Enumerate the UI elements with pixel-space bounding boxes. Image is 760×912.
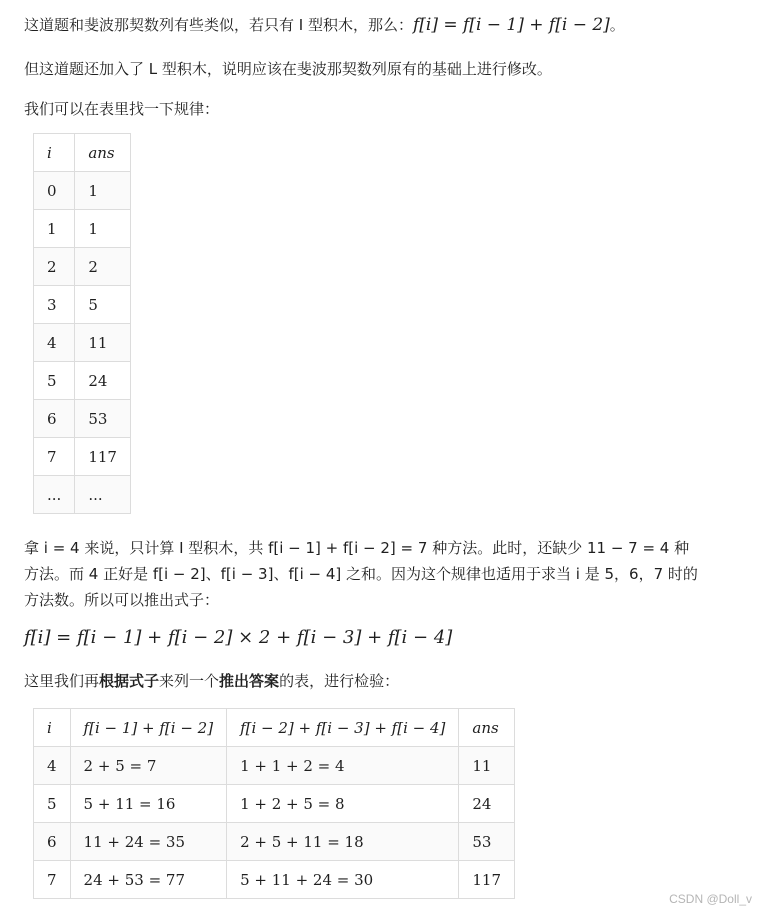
rule-table-header-row (34, 134, 131, 172)
rule-table-cell: 1 (75, 210, 131, 248)
check-table-row (34, 785, 515, 823)
fib-formula: f[i] = f[i − 1] + f[i − 2] (412, 15, 610, 35)
rule-table-row (34, 210, 131, 248)
check-table-cell: 1 + 1 + 2 = 4 (227, 747, 459, 785)
check-table-cell: 2 + 5 = 7 (70, 747, 227, 785)
rule-table-cell: 7 (34, 438, 75, 476)
check-table-cell: 6 (34, 823, 71, 861)
check-bold-answer: 推出答案 (219, 672, 280, 690)
paragraph-example-line1: 拿 i = 4 来说，只计算 I 型积木，共 f[i − 1] + f[i − 2] = 7 种方法。此时，还缺少 11 − 7 = 4 种 (24, 539, 690, 557)
rule-table-cell: 24 (75, 362, 131, 400)
paragraph-l-block: 但这道题还加入了 L 型积木，说明应该在斐波那契数列原有的基础上进行修改。 (24, 60, 552, 78)
check-table-cell: 11 (459, 747, 515, 785)
rule-table-row (34, 324, 131, 362)
check-table-row (34, 861, 515, 899)
rule-table-cell: 2 (34, 248, 75, 286)
check-table-row (34, 823, 515, 861)
check-table-cell: 11 + 24 = 35 (70, 823, 227, 861)
rule-table-row (34, 476, 131, 514)
rule-table-cell: 5 (75, 286, 131, 324)
rule-table (33, 133, 131, 514)
paragraph-find-rule: 我们可以在表里找一下规律： (24, 100, 220, 118)
rule-table-cell: 5 (34, 362, 75, 400)
check-table-cell: 5 + 11 + 24 = 30 (227, 861, 459, 899)
check-table (33, 708, 515, 899)
rule-table-row (34, 248, 131, 286)
check-bold-formula: 根据式子 (99, 672, 160, 690)
check-table-cell: 7 (34, 861, 71, 899)
rule-table-cell: 0 (34, 172, 75, 210)
intro-end: 。 (609, 16, 625, 34)
rule-table-cell: ... (75, 476, 131, 514)
check-post: 的表，进行检验： (279, 672, 400, 690)
paragraph-example-line2: 方法。而 4 正好是 f[i − 2]、f[i − 3]、f[i − 4] 之和。因为这个规律也适用于求当 i 是 5，6，7 时的 (24, 565, 698, 583)
check-table-cell: 2 + 5 + 11 = 18 (227, 823, 459, 861)
check-table-cell: 117 (459, 861, 515, 899)
check-table-cell: 4 (34, 747, 71, 785)
rule-table-cell: 3 (34, 286, 75, 324)
paragraph-intro (24, 14, 625, 35)
watermark: CSDN @Doll_v (669, 892, 752, 906)
check-table-header-cell: f[i − 1] + f[i − 2] (70, 709, 227, 747)
paragraph-example-line3: 方法数。所以可以推出式子： (24, 591, 220, 609)
rule-table-row (34, 438, 131, 476)
check-pre: 这里我们再 (24, 672, 100, 690)
check-table-header-cell: i (34, 709, 71, 747)
check-table-header-row (34, 709, 515, 747)
rule-table-cell: 2 (75, 248, 131, 286)
rule-table-cell: 6 (34, 400, 75, 438)
rule-table-row (34, 286, 131, 324)
check-table-cell: 1 + 2 + 5 = 8 (227, 785, 459, 823)
check-table-cell: 24 + 53 = 77 (70, 861, 227, 899)
rule-table-header-cell: i (34, 134, 75, 172)
rule-table-cell: 117 (75, 438, 131, 476)
main-formula: f[i] = f[i − 1] + f[i − 2] × 2 + f[i − 3] + f[i − 4] (24, 627, 453, 648)
rule-table-cell: 1 (34, 210, 75, 248)
rule-table-cell: 4 (34, 324, 75, 362)
check-table-header-cell: f[i − 2] + f[i − 3] + f[i − 4] (227, 709, 459, 747)
paragraph-check (24, 670, 399, 691)
check-table-cell: 53 (459, 823, 515, 861)
check-table-cell: 5 (34, 785, 71, 823)
intro-text: 这道题和斐波那契数列有些类似，若只有 I 型积木，那么： (24, 16, 413, 34)
rule-table-cell: ... (34, 476, 75, 514)
rule-table-row (34, 400, 131, 438)
rule-table-cell: 53 (75, 400, 131, 438)
check-table-row (34, 747, 515, 785)
check-table-cell: 5 + 11 = 16 (70, 785, 227, 823)
rule-table-cell: 1 (75, 172, 131, 210)
check-table-header-cell: ans (459, 709, 515, 747)
rule-table-row (34, 172, 131, 210)
check-mid: 来列一个 (159, 672, 220, 690)
check-table-cell: 24 (459, 785, 515, 823)
rule-table-row (34, 362, 131, 400)
rule-table-header-cell: ans (75, 134, 131, 172)
rule-table-cell: 11 (75, 324, 131, 362)
